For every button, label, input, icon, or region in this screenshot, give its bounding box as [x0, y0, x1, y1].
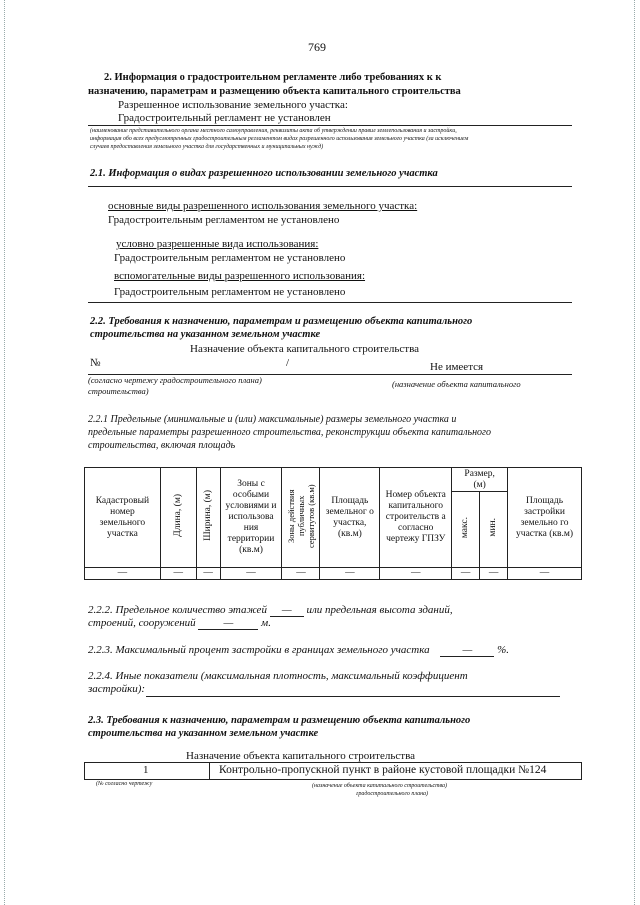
auxiliary-use-label: вспомогательные виды разрешенного использования:: [114, 270, 366, 282]
cell-build-area: —: [508, 568, 582, 580]
s23-box-divider: [209, 763, 210, 779]
header-length: [160, 468, 196, 568]
auxiliary-use-value: Градостроительным регламентом не установлено: [114, 286, 346, 298]
s22-caption-left-line2: строительства): [88, 386, 149, 396]
header-cadastral: Кадастровый номер земельного участка: [85, 468, 161, 568]
cell-length: —: [160, 568, 196, 580]
s23-object-box: [84, 762, 582, 780]
s23-number: 1: [143, 764, 149, 776]
section-2-1-bottom-rule: [88, 302, 572, 303]
page-number: 769: [308, 40, 326, 54]
s223-label: 2.2.3. Максимальный процент застройки в границах земельного участка: [88, 644, 430, 656]
s23-purpose-label: Назначение объекта капитального строительства: [186, 750, 416, 762]
section-2-3-heading-line2: строительства на указанном земельном участке: [88, 728, 319, 739]
section-2-heading-line1: 2. Информация о градостроительном регламенте либо требованиях к к: [104, 72, 442, 83]
cell-width: —: [196, 568, 220, 580]
s222-height-label: или предельная высота зданий,: [306, 604, 453, 616]
conditional-use-value: Градостроительным регламентом не установлено: [114, 252, 346, 264]
s224-line2: застройки):: [88, 683, 146, 695]
section-2-heading-line2: назначению, параметрам и размещению объекта капитального строительства: [88, 86, 461, 97]
scan-edge-left: [4, 0, 5, 905]
header-width-text: Ширина, (м): [202, 490, 213, 541]
s2-caption-line2: информация обо всех предусмотренных градостроительным регламентом видах разрешенного использования земельного участка (за исключением: [90, 136, 469, 142]
s222-line2: [88, 617, 271, 630]
cell-size-max: —: [452, 568, 480, 580]
header-plot-area: Площадь земельног о участка, (кв.м): [320, 468, 380, 568]
purpose-value: Не имеется: [430, 361, 484, 373]
section-2-2-heading-line2: строительства на указанном земельном участке: [90, 329, 321, 340]
parameters-table: [84, 467, 582, 580]
s22-caption-right: (назначение объекта капитального: [392, 379, 521, 389]
header-special-zones: Зоны с особыми условиями и использова ния территории (кв.м): [220, 468, 282, 568]
floors-value: —: [270, 604, 304, 617]
s221-text-line1: 2.2.1 Предельные (минимальные и (или) максимальные) размеры земельного участка и: [88, 414, 457, 425]
scan-edge-right: [634, 0, 635, 905]
s223-unit: %.: [497, 644, 510, 656]
header-length-text: Длина, (м): [172, 494, 183, 537]
s222-floors-label: 2.2.2. Предельное количество этажей: [88, 604, 267, 616]
height-value: —: [198, 617, 258, 630]
header-object-number: Номер объекта капитального строительств а согласно чертежу ГПЗУ: [380, 468, 452, 568]
main-use-label: основные виды разрешенного использования земельного участка:: [108, 200, 418, 212]
number-label: №: [90, 357, 101, 369]
coverage-value: —: [440, 644, 494, 657]
section-2-3-heading-line1: 2.3. Требования к назначению, параметрам и размещению объекта капитального: [88, 715, 471, 726]
header-size-max-text: макс.: [460, 516, 471, 539]
s222-structures-label: строений, сооружений: [88, 617, 196, 629]
s23-caption-left: (№ согласно чертежу: [96, 781, 153, 787]
cell-plot-area: —: [320, 568, 380, 580]
s2-caption-line3: случаев предоставления земельного участка для государственных и муниципальных нужд): [90, 144, 324, 150]
permitted-use-label: Разрешенное использование земельного участка:: [118, 99, 348, 111]
s224-line1: 2.2.4. Иные показатели (максимальная плотность, максимальный коэффициент: [88, 670, 468, 682]
header-size-min-text: мин.: [488, 518, 499, 537]
permitted-use-value: Градостроительный регламент не установлен: [118, 112, 331, 124]
cell-cadastral: —: [85, 568, 161, 580]
s23-caption-right-line2: градостроительного плана): [356, 791, 429, 797]
section-2-1-rule: [88, 186, 572, 187]
s23-purpose-value: Контрольно-пропускной пункт в районе кустовой площадки №124: [219, 764, 547, 776]
s2-caption-line1: (наименование представительного органа местного самоуправления, реквизиты акта об утверждении правил землепользования и застройки,: [90, 128, 457, 134]
header-servitude-zones: [282, 468, 320, 568]
s224-blank-line: [146, 696, 560, 697]
s221-text-line3: строительства, включая площадь: [88, 440, 236, 451]
header-size-max: [452, 492, 480, 568]
s222-unit: м.: [261, 617, 271, 629]
header-servitude-text: Зоны действия публичных сервитутов (кв.м): [285, 483, 316, 548]
header-width: [196, 468, 220, 568]
header-size-min: [480, 492, 508, 568]
permitted-use-underline: [88, 125, 572, 126]
s223-line: [88, 644, 509, 657]
cell-special-zones: —: [220, 568, 282, 580]
s222-line1: [88, 604, 453, 617]
s221-text-line2: предельные параметры разрешенного строительства, реконструкции объекта капитального: [88, 427, 491, 438]
s22-caption-left-line1: (согласно чертежу градостроительного плана): [88, 375, 262, 385]
table-row: [85, 568, 582, 580]
slash-separator: /: [286, 357, 290, 369]
main-use-value: Градостроительным регламентом не установлено: [108, 214, 340, 226]
cell-servitude-zones: —: [282, 568, 320, 580]
conditional-use-label: условно разрешенные вида использования:: [116, 238, 319, 250]
cell-size-min: —: [480, 568, 508, 580]
s23-caption-right-line1: (назначение объекта капитального строительства): [312, 783, 448, 789]
header-size-group: Размер, (м): [452, 468, 508, 492]
section-2-2-heading-line1: 2.2. Требования к назначению, параметрам и размещению объекта капитального: [90, 316, 473, 327]
section-2-1-heading: 2.1. Информация о видах разрешенного использовании земельного участка: [90, 168, 438, 179]
header-build-area: Площадь застройки земельно го участка (кв.м): [508, 468, 582, 568]
cell-object-number: —: [380, 568, 452, 580]
purpose-label: Назначение объекта капитального строительства: [190, 343, 420, 355]
